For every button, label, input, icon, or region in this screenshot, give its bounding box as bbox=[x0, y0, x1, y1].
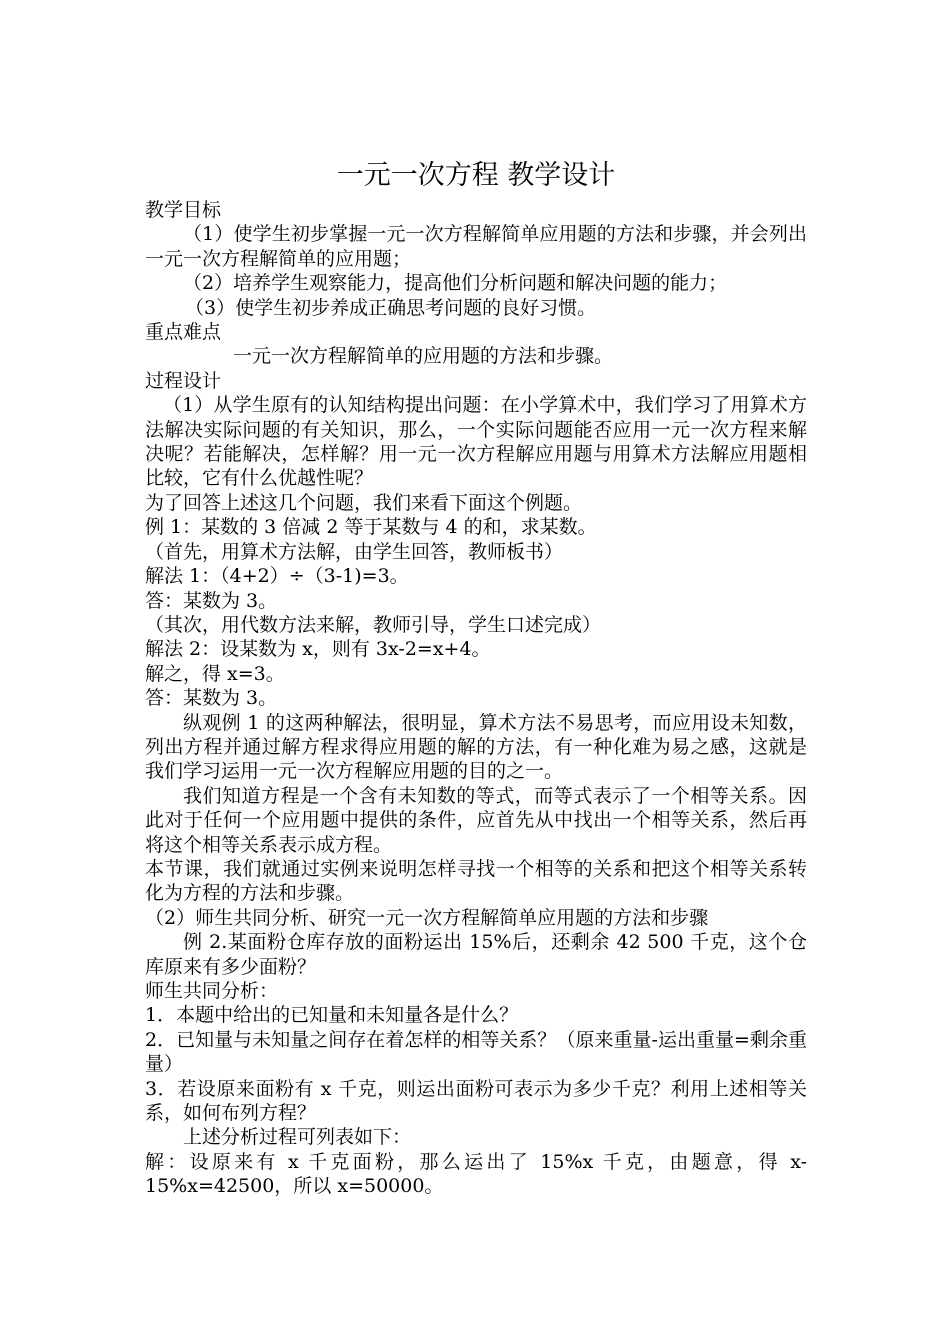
heading-key-points: 重点难点 bbox=[145, 321, 222, 344]
document-title: 一元一次方程 教学设计 bbox=[336, 160, 616, 191]
analysis-question-3: 3．若设原来面粉有 x 千克，则运出面粉可表示为多少千克？利用上述相等关系，如何布列方程？ bbox=[145, 1077, 807, 1125]
objective-2: （2）培养学生观察能力，提高他们分析问题和解决问题的能力； bbox=[183, 272, 728, 295]
intro-example-1: 为了回答上述这几个问题，我们来看下面这个例题。 bbox=[145, 491, 583, 514]
example-2: 例 2.某面粉仓库存放的面粉运出 15%后，还剩余 42 500 千克，这个仓库原来有多少面粉？ bbox=[145, 931, 807, 978]
note-arithmetic: （首先，用算术方法解，由学生回答，教师板书） bbox=[145, 540, 564, 563]
analysis-question-1: 1．本题中给出的已知量和未知量各是什么？ bbox=[145, 1004, 519, 1027]
answer-1: 答：某数为 3。 bbox=[145, 589, 278, 612]
analysis-heading: 师生共同分析： bbox=[145, 980, 279, 1002]
objective-3: （3）使学生初步养成正确思考问题的良好习惯。 bbox=[185, 296, 597, 319]
heading-objectives: 教学目标 bbox=[145, 199, 222, 221]
table-intro: 上述分析过程可列表如下： bbox=[183, 1126, 412, 1149]
key-points-text: 一元一次方程解简单的应用题的方法和步骤。 bbox=[233, 345, 614, 368]
analysis-question-2: 2．已知量与未知量之间存在着怎样的相等关系？（原来重量-运出重量=剩余重量） bbox=[145, 1028, 807, 1076]
comparison-paragraph: 纵观例 1 的这两种解法，很明显，算术方法不易思考，而应用设未知数，列出方程并通过解方程求得应用题的解的方法，有一种化难为易之感，这就是我们学习运用一元一次方程解应用题的目的之一。 bbox=[145, 711, 807, 783]
answer-2: 答：某数为 3。 bbox=[145, 687, 278, 710]
note-algebra: （其次，用代数方法来解，教师引导，学生口述完成） bbox=[145, 613, 602, 636]
solution-2: 解法 2：设某数为 x，则有 3x-2=x+4。 bbox=[145, 638, 491, 661]
final-solution: 解：设原来有 x 千克面粉，那么运出了 15%x 千克，由题意，得 x-15%x=42500，所以 x=50000。 bbox=[145, 1150, 807, 1198]
heading-process: 过程设计 bbox=[145, 369, 222, 392]
solution-1: 解法 1：（4+2）÷（3-1)=3。 bbox=[145, 565, 409, 588]
process-step-2: （2）师生共同分析、研究一元一次方程解简单应用题的方法和步骤 bbox=[145, 906, 709, 929]
process-step-1: （1）从学生原有的认知结构提出问题：在小学算术中，我们学习了用算术方法解决实际问题的有关知识，那么，一个实际问题能否应用一元一次方程来解决呢？若能解决，怎样解？用一元一次方程解应用题与用算术方法解应用题相比较，它有什么优越性呢？ bbox=[145, 394, 807, 490]
document-page bbox=[145, 158, 807, 1199]
objective-1: （1）使学生初步掌握一元一次方程解简单应用题的方法和步骤，并会列出一元一次方程解简单的应用题； bbox=[145, 223, 807, 270]
example-1: 例 1：某数的 3 倍减 2 等于某数与 4 的和，求某数。 bbox=[145, 516, 597, 539]
lesson-intro-paragraph: 本节课，我们就通过实例来说明怎样寻找一个相等的关系和把这个相等关系转化为方程的方法和步骤。 bbox=[145, 857, 807, 905]
solve-line: 解之，得 x=3。 bbox=[145, 662, 285, 685]
equation-concept-paragraph: 我们知道方程是一个含有未知数的等式，而等式表示了一个相等关系。因此对于任何一个应用题中提供的条件，应首先从中找出一个相等关系，然后再将这个相等关系表示成方程。 bbox=[145, 784, 807, 856]
